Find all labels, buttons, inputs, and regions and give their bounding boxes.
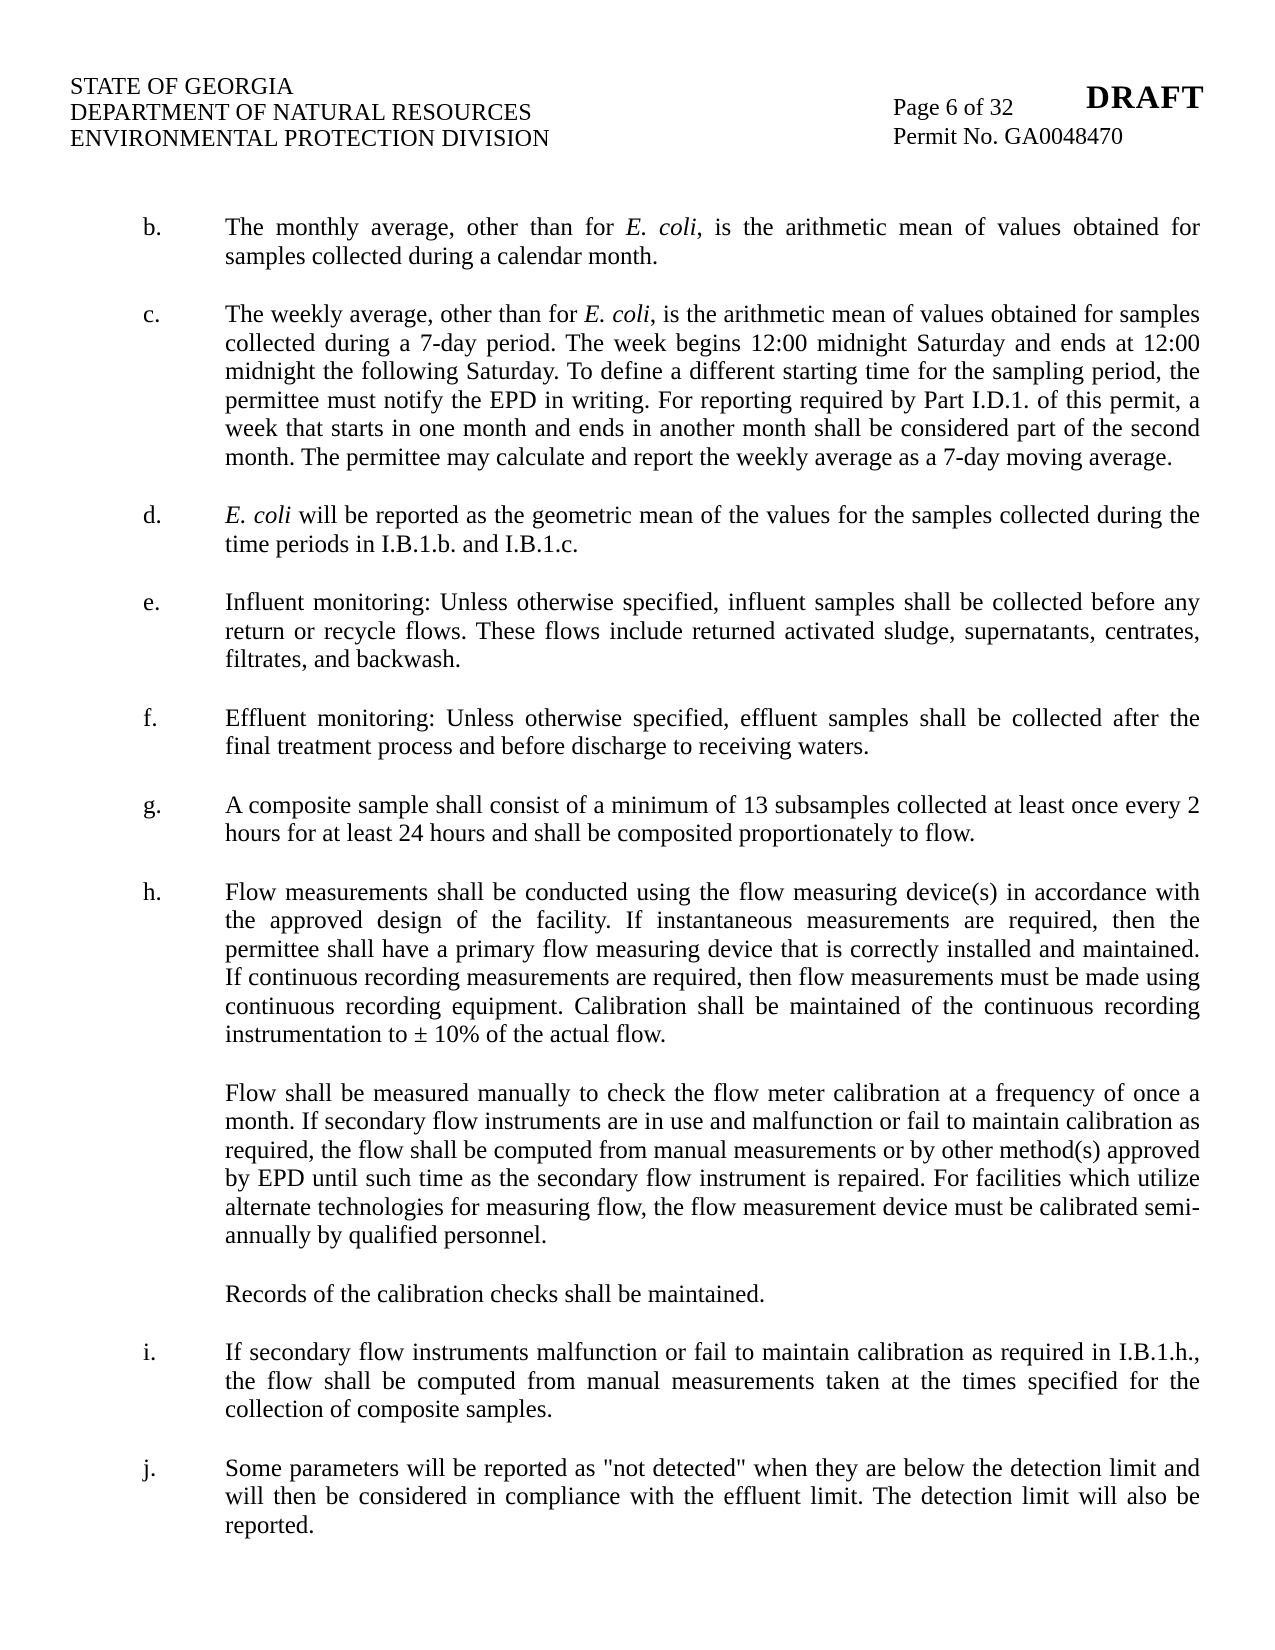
text-run: A composite sample shall consist of a minimum of 13 subsamples collected at least once every 2 hours for at least 24 hours and shall be composited proportionately to flow. (225, 791, 1200, 847)
item-body (225, 792, 1200, 879)
item-body (225, 589, 1200, 705)
item-body (225, 214, 1200, 301)
text-run: The monthly average, other than for (225, 214, 626, 241)
item-body (225, 301, 1200, 502)
item-paragraph (225, 705, 1200, 762)
italic-text-run: E. coli (625, 214, 697, 241)
text-run: Effluent monitoring: Unless otherwise specified, effluent samples shall be collected after the final treatment process and before discharge to receiving waters. (225, 704, 1200, 760)
list-item (143, 502, 1200, 589)
list-item (143, 879, 1200, 1340)
list-item (143, 214, 1200, 301)
item-label: b. (143, 214, 162, 241)
draft-stamp: DRAFT (1086, 80, 1205, 116)
agency-line-state: STATE OF GEORGIA (70, 74, 294, 100)
italic-text-run: E. coli (225, 502, 292, 529)
item-paragraph (225, 301, 1200, 472)
italic-text-run: E. coli (584, 301, 650, 328)
item-label: g. (143, 791, 162, 819)
item-label: h. (143, 878, 162, 906)
item-body (225, 879, 1200, 1340)
text-run: Influent monitoring: Unless otherwise specified, influent samples shall be collected before any return or recycle flows. These flows include returned activated sludge, supernatants, centrates, filtrates, and backwash. (225, 589, 1200, 673)
agency-header-block (70, 74, 550, 152)
item-label: j. (143, 1454, 157, 1482)
item-paragraph (225, 792, 1200, 849)
text-run: If secondary flow instruments malfunction or fail to maintain calibration as required in I.B.1.h., the flow shall be computed from manual measurements taken at the times specified for the collection of composite samples. (225, 1339, 1200, 1423)
permit-number: Permit No. GA0048470 (893, 124, 1123, 150)
item-body (225, 502, 1200, 589)
list-item (143, 1455, 1200, 1571)
list-item (143, 705, 1200, 792)
item-paragraph (225, 502, 1200, 559)
item-body (225, 1455, 1200, 1571)
list-item (143, 792, 1200, 879)
agency-line-division: ENVIRONMENTAL PROTECTION DIVISION (70, 126, 550, 152)
text-run: Flow measurements shall be conducted using the flow measuring device(s) in accordance with the approved design of the facility. If instantaneous measurements are required, then the permittee shall have a primary flow measuring device that is correctly installed and maintained. If continuous recording measurements are required, then flow measurements must be made using continuous recording equipment. Calibration shall be maintained of the continuous recording instrumentation to ± 10% of the actual flow. (225, 878, 1200, 1048)
item-paragraph (225, 1339, 1200, 1425)
list-item (143, 1339, 1200, 1455)
text-run: Records of the calibration checks shall be maintained. (225, 1280, 766, 1308)
list-item (143, 301, 1200, 502)
text-run: Some parameters will be reported as "not detected" when they are below the detection limit and will then be considered in compliance with the effluent limit. The detection limit will also be reported. (225, 1454, 1200, 1539)
item-paragraph (225, 879, 1200, 1050)
item-label: f. (143, 704, 158, 732)
item-paragraph (225, 1455, 1200, 1541)
text-run: will be reported as the geometric mean of the values for the samples collected during the time periods in I.B.1.b. and I.B.1.c. (225, 502, 1200, 558)
list-item (143, 589, 1200, 705)
agency-line-department: DEPARTMENT OF NATURAL RESOURCES (70, 100, 532, 126)
item-body (225, 705, 1200, 792)
item-paragraph (225, 1281, 1200, 1310)
text-run: Flow shall be measured manually to check the flow meter calibration at a frequency of once a month. If secondary flow instruments are in use and malfunction or fail to maintain calibration as required, the flow shall be computed from manual measurements or by other method(s) approved by EPD until such time as the secondary flow instrument is repaired. For facilities which utilize alternate technologies for measuring flow, the flow measurement device must be calibrated semi-annually by qualified personnel. (225, 1079, 1200, 1249)
item-label: i. (143, 1339, 157, 1366)
item-paragraph (225, 589, 1200, 675)
page-number: Page 6 of 32 (893, 95, 1014, 121)
item-label: c. (143, 301, 161, 328)
text-run: , is the arithmetic mean of values obtained for samples collected during a 7-day period. The week begins 12:00 midnight Saturday and ends at 12:00 midnight the following Saturday. To define a different starting time for the sampling period, the permittee must notify the EPD in writing. For reporting required by Part I.D.1. of this permit, a week that starts in one month and ends in another month shall be considered part of the second month. The permittee may calculate and report the weekly average as a 7-day moving average. (225, 301, 1200, 471)
item-paragraph (225, 214, 1200, 271)
text-run: The weekly average, other than for (225, 301, 585, 328)
definitions-list (143, 214, 1200, 1570)
item-label: d. (143, 502, 162, 529)
text-run: , is the arithmetic mean of values obtained for samples collected during a calendar month. (225, 214, 1201, 270)
item-paragraph (225, 1080, 1200, 1251)
item-label: e. (143, 589, 161, 616)
item-body (225, 1339, 1200, 1455)
